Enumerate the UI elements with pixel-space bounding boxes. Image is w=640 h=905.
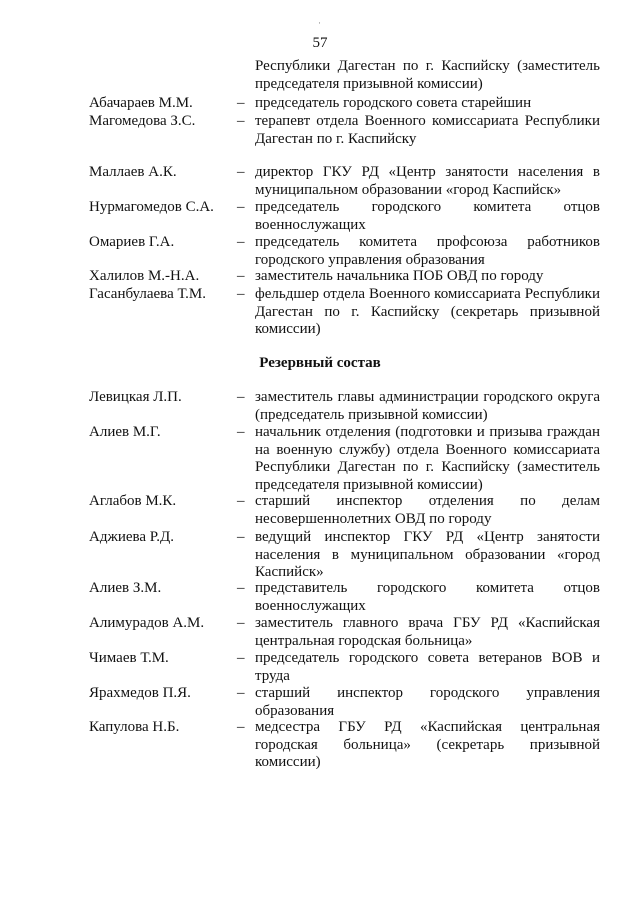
member-role: заместитель главы администрации городского округа (председатель призывной комиссии) bbox=[255, 389, 600, 423]
member-name: Алимурадов А.М. bbox=[89, 615, 205, 631]
member-name: Нурмагомедов С.А. bbox=[89, 199, 214, 215]
member-role: начальник отделения (подготовки и призыва граждан на военную службу) отдела Военного комиссариата Республики Дагестан по г. Каспийску (заместитель председателя призывной комиссии) bbox=[255, 424, 600, 493]
dash: – bbox=[237, 685, 245, 701]
dash: – bbox=[237, 286, 245, 302]
member-role: председатель городского совета старейшин bbox=[255, 95, 532, 111]
reserve-section-title: Резервный состав bbox=[259, 355, 381, 371]
dash: – bbox=[237, 199, 245, 215]
member-role: старший инспектор отделения по делам несовершеннолетних ОВД по городу bbox=[255, 493, 600, 527]
member-role: ведущий инспектор ГКУ РД «Центр занятости населения в муниципальном образовании «город Каспийск» bbox=[255, 529, 600, 580]
dash: – bbox=[237, 650, 245, 666]
member-name: Аджиева Р.Д. bbox=[89, 529, 175, 545]
member-name: Аглабов М.К. bbox=[89, 493, 177, 509]
scan-dot: · bbox=[318, 18, 321, 28]
member-role: заместитель начальника ПОБ ОВД по городу bbox=[255, 268, 544, 284]
member-name: Чимаев Т.М. bbox=[89, 650, 169, 666]
dash: – bbox=[237, 95, 245, 111]
member-name: Левицкая Л.П. bbox=[89, 389, 182, 405]
member-name: Магомедова З.С. bbox=[89, 113, 196, 129]
member-role: председатель городского совета ветеранов ВОВ и труда bbox=[255, 650, 600, 684]
member-role: старший инспектор городского управления образования bbox=[255, 685, 600, 719]
member-name: Абачараев М.М. bbox=[89, 95, 193, 111]
member-name: Маллаев А.К. bbox=[89, 164, 177, 180]
member-role: фельдшер отдела Военного комиссариата Республики Дагестан по г. Каспийску (секретарь призывной комиссии) bbox=[255, 286, 600, 337]
member-name: Алиев М.Г. bbox=[89, 424, 161, 440]
dash: – bbox=[237, 113, 245, 129]
member-role: терапевт отдела Военного комиссариата Республики Дагестан по г. Каспийску bbox=[255, 113, 600, 147]
page-number: 57 bbox=[312, 35, 328, 51]
member-role: представитель городского комитета отцов военнослужащих bbox=[255, 580, 600, 614]
member-role: председатель городского комитета отцов военнослужащих bbox=[255, 199, 600, 233]
dash: – bbox=[237, 493, 245, 509]
member-name: Омариев Г.А. bbox=[89, 234, 175, 250]
member-role: председатель комитета профсоюза работников городского управления образования bbox=[255, 234, 600, 268]
dash: – bbox=[237, 615, 245, 631]
member-name: Ярахмедов П.Я. bbox=[89, 685, 191, 701]
dash: – bbox=[237, 719, 245, 735]
member-role: медсестра ГБУ РД «Каспийская центральная городская больница» (секретарь призывной комиссии) bbox=[255, 719, 600, 770]
dash: – bbox=[237, 424, 245, 440]
dash: – bbox=[237, 164, 245, 180]
member-name: Капулова Н.Б. bbox=[89, 719, 180, 735]
member-name: Алиев З.М. bbox=[89, 580, 162, 596]
dash: – bbox=[237, 268, 245, 284]
member-name: Гасанбулаева Т.М. bbox=[89, 286, 206, 302]
dash: – bbox=[237, 529, 245, 545]
member-role: заместитель главного врача ГБУ РД «Каспийская центральная городская больница» bbox=[255, 615, 600, 649]
dash: – bbox=[237, 580, 245, 596]
continuation-text: Республики Дагестан по г. Каспийску (заместитель председателя призывной комиссии) bbox=[255, 58, 600, 92]
dash: – bbox=[237, 234, 245, 250]
member-role: директор ГКУ РД «Центр занятости населения в муниципальном образовании «город Каспийск» bbox=[255, 164, 600, 198]
dash: – bbox=[237, 389, 245, 405]
member-name: Халилов М.-Н.А. bbox=[89, 268, 200, 284]
